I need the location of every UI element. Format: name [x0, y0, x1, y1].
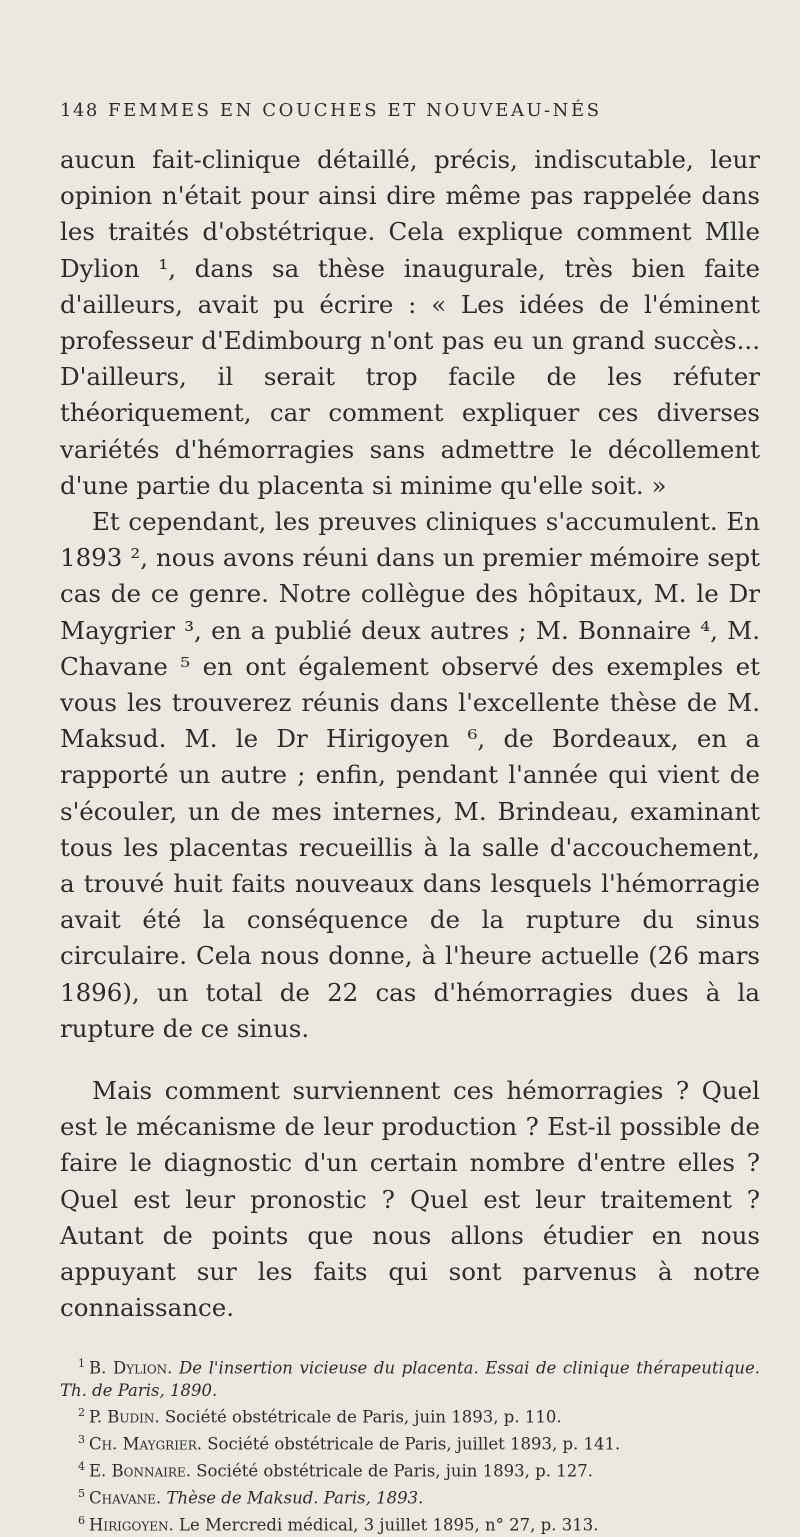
- footnote-6: [60, 1510, 760, 1537]
- footnote-author: B. Dylion.: [89, 1358, 172, 1377]
- footnote-author: P. Budin.: [89, 1408, 160, 1427]
- footnote-text: Société obstétricale de Paris, juin 1893, p. 110.: [165, 1408, 562, 1427]
- running-head: [60, 100, 760, 124]
- paragraph-1: aucun fait-clinique détaillé, précis, indiscutable, leur opinion n'était pour ainsi dire même pas rappelée dans les traités d'obstétrique. Cela explique comment Mlle Dylion ¹, dans sa thèse inaugurale, très bien faite d'ailleurs, avait pu écrire : « Les idées de l'éminent professeur d'Edimbourg n'ont pas eu un grand succès... D'ailleurs, il serait trop facile de les réfuter théoriquement, car comment expliquer ces diverses variétés d'hémorragies sans admettre le décollement d'une partie du placenta si minime qu'elle soit. »: [60, 142, 760, 504]
- footnote-author: Chavane.: [89, 1489, 161, 1508]
- paragraph-3: Mais comment surviennent ces hémorragies ? Quel est le mécanisme de leur production ? Est-il possible de faire le diagnostic d'un certain nombre d'entre elles ? Quel est leur pronostic ? Quel est leur traitement ? Autant de points que nous allons étudier en nous appuyant sur les faits qui sont parvenus à notre connaissance.: [60, 1073, 760, 1326]
- body-text: [60, 142, 760, 1327]
- footnote-author: Ch. Maygrier.: [89, 1435, 202, 1454]
- footnote-text: De l'insertion vicieuse du placenta. Essai de clinique thérapeutique. Th. de Paris, 1890.: [60, 1358, 760, 1400]
- footnote-number: 3: [78, 1433, 85, 1446]
- footnote-2: [60, 1402, 760, 1429]
- footnote-number: 2: [78, 1406, 85, 1419]
- footnotes: [60, 1353, 760, 1537]
- section-gap: [60, 1047, 760, 1073]
- running-head-title: FEMMES EN COUCHES ET NOUVEAU-NÉS: [108, 100, 602, 121]
- footnote-1: [60, 1353, 760, 1403]
- paragraph-2: Et cependant, les preuves cliniques s'accumulent. En 1893 ², nous avons réuni dans un premier mémoire sept cas de ce genre. Notre collègue des hôpitaux, M. le Dr Maygrier ³, en a publié deux autres ; M. Bonnaire ⁴, M. Chavane ⁵ en ont également observé des exemples et vous les trouverez réunis dans l'excellente thèse de M. Maksud. M. le Dr Hirigoyen ⁶, de Bordeaux, en a rapporté un autre ; enfin, pendant l'année qui vient de s'écouler, un de mes internes, M. Brindeau, examinant tous les placentas recueillis à la salle d'accouchement, a trouvé huit faits nouveaux dans lesquels l'hémorragie avait été la conséquence de la rupture du sinus circulaire. Cela nous donne, à l'heure actuelle (26 mars 1896), un total de 22 cas d'hémorragies dues à la rupture de ce sinus.: [60, 504, 760, 1047]
- footnote-author: Hirigoyen.: [89, 1516, 174, 1535]
- footnote-text: Thèse de Maksud. Paris, 1893.: [166, 1489, 423, 1508]
- footnote-text: Société obstétricale de Paris, juillet 1893, p. 141.: [207, 1435, 620, 1454]
- footnote-author: E. Bonnaire.: [89, 1462, 191, 1481]
- page-number: 148: [60, 100, 99, 121]
- footnote-3: [60, 1429, 760, 1456]
- footnote-text: Le Mercredi médical, 3 juillet 1895, n° 27, p. 313.: [179, 1516, 598, 1535]
- footnote-5: [60, 1483, 760, 1510]
- footnote-number: 4: [78, 1460, 85, 1473]
- footnote-number: 6: [78, 1514, 85, 1527]
- footnote-4: [60, 1456, 760, 1483]
- footnote-number: 1: [78, 1357, 85, 1370]
- footnote-text: Société obstétricale de Paris, juin 1893, p. 127.: [196, 1462, 593, 1481]
- footnote-number: 5: [78, 1487, 85, 1500]
